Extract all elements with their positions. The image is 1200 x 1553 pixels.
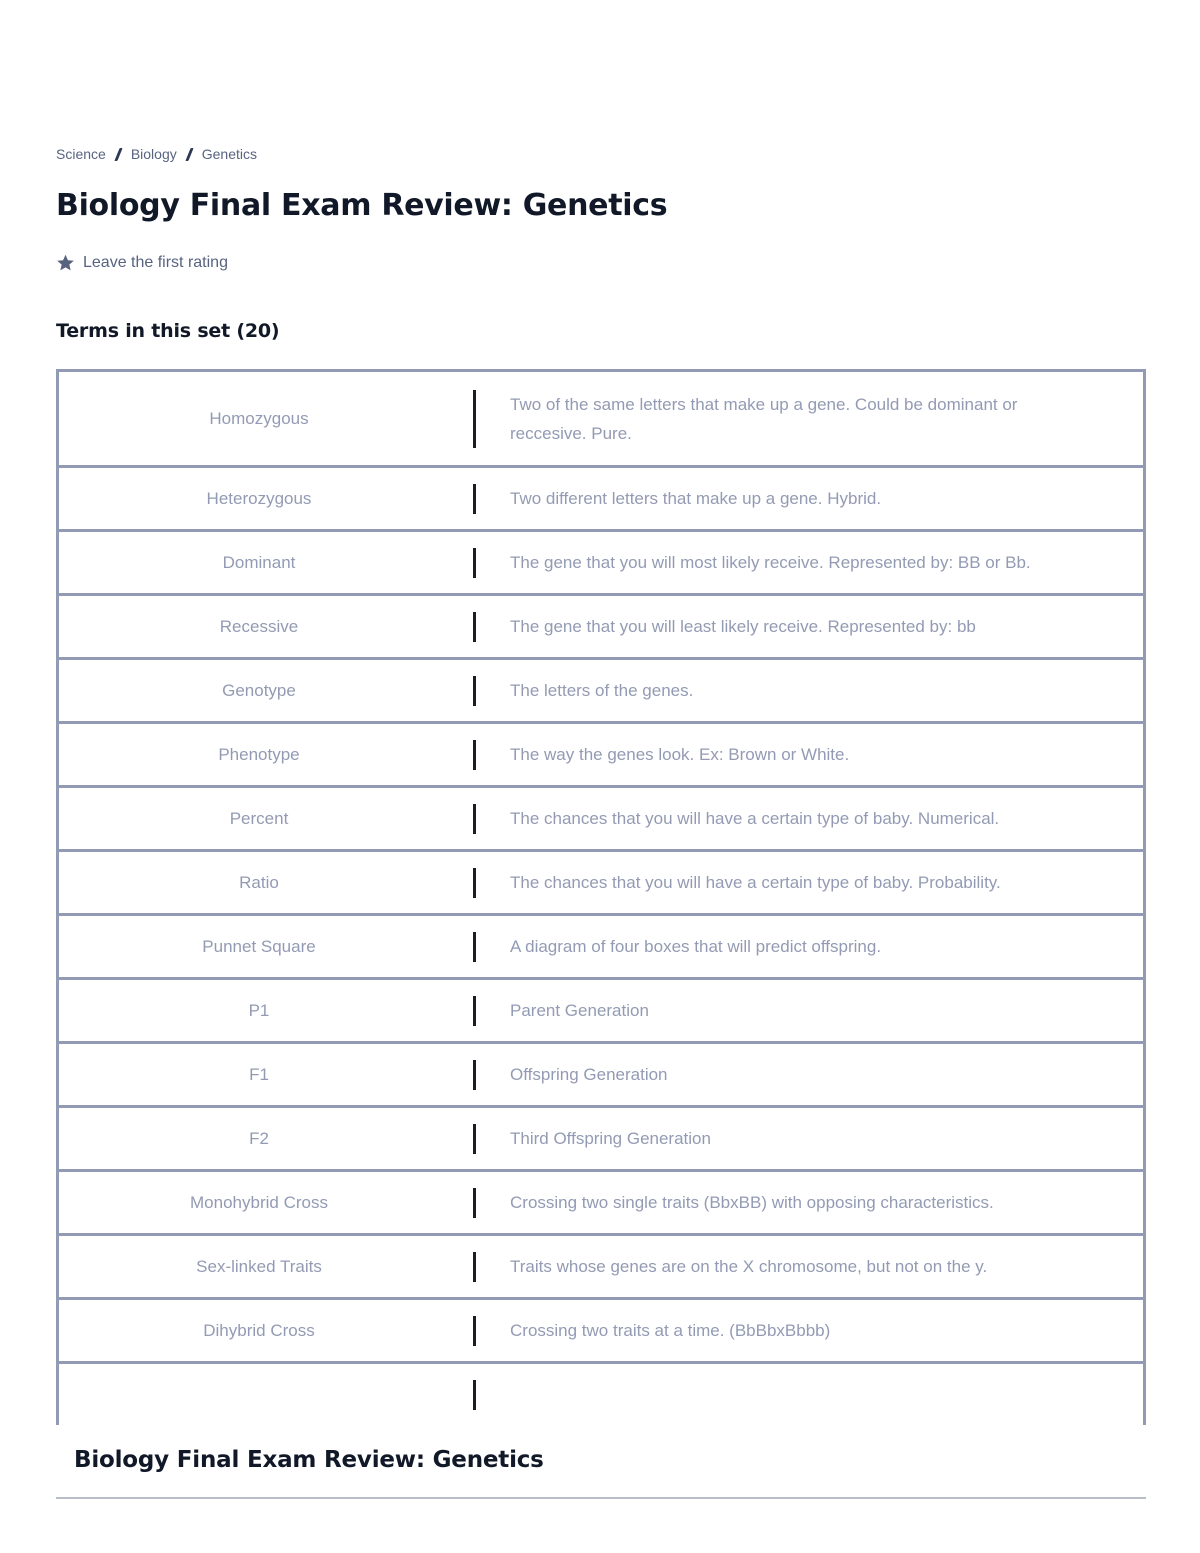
term-row <box>59 468 1143 532</box>
term-word: Ratio <box>239 872 279 892</box>
term-row <box>59 596 1143 660</box>
term-divider <box>473 1316 476 1346</box>
breadcrumb-separator <box>114 148 122 161</box>
term-word: P1 <box>248 1000 270 1020</box>
term-divider <box>473 1188 476 1218</box>
term-divider <box>473 932 476 962</box>
breadcrumb-item-science[interactable]: Science <box>56 146 106 162</box>
term-divider <box>473 996 476 1026</box>
term-divider <box>473 484 476 514</box>
term-definition: Crossing two traits at a time. (BbBbxBbbb) <box>510 1321 831 1340</box>
term-divider <box>473 740 476 770</box>
terms-list <box>56 369 1146 1425</box>
term-row <box>59 1364 1143 1425</box>
term-row <box>59 532 1143 596</box>
term-definition: Third Offspring Generation <box>510 1129 711 1148</box>
term-definition: Two of the same letters that make up a gene. Could be dominant or reccesive. Pure. <box>510 394 1018 443</box>
term-word: Sex-linked Traits <box>196 1256 322 1276</box>
term-divider <box>473 868 476 898</box>
term-divider <box>473 804 476 834</box>
term-word: Percent <box>229 808 289 828</box>
term-definition: Two different letters that make up a gene. Hybrid. <box>510 489 882 508</box>
page-title: Biology Final Exam Review: Genetics <box>56 188 668 223</box>
term-definition: The chances that you will have a certain type of baby. Probability. <box>510 873 1001 892</box>
term-definition: The chances that you will have a certain type of baby. Numerical. <box>510 809 1000 828</box>
term-divider <box>473 548 476 578</box>
breadcrumb-item-biology[interactable]: Biology <box>130 146 177 162</box>
star-icon <box>56 254 75 272</box>
term-definition: The gene that you will most likely receive. Represented by: BB or Bb. <box>510 553 1031 572</box>
term-definition: Crossing two single traits (BbxBB) with opposing characteristics. <box>510 1193 994 1212</box>
rating-link[interactable] <box>56 254 228 272</box>
term-divider <box>473 390 476 448</box>
terms-heading: Terms in this set (20) <box>56 320 280 342</box>
term-divider <box>473 676 476 706</box>
term-divider <box>473 612 476 642</box>
term-row <box>59 372 1143 468</box>
term-row <box>59 724 1143 788</box>
term-row <box>59 1300 1143 1364</box>
term-word: F2 <box>249 1128 269 1148</box>
breadcrumb <box>56 146 257 162</box>
term-word: Phenotype <box>218 744 300 764</box>
term-row <box>59 1044 1143 1108</box>
rating-label: Leave the first rating <box>83 254 228 271</box>
term-definition: The letters of the genes. <box>510 681 694 700</box>
term-divider <box>473 1124 476 1154</box>
term-word: Monohybrid Cross <box>190 1192 328 1212</box>
term-row <box>59 788 1143 852</box>
term-definition: Parent Generation <box>510 1001 649 1020</box>
term-word: Recessive <box>219 616 299 636</box>
term-word: Dihybrid Cross <box>203 1320 315 1340</box>
term-definition <box>510 1387 1143 1403</box>
term-row <box>59 852 1143 916</box>
term-word: Dominant <box>222 552 296 572</box>
term-row <box>59 660 1143 724</box>
term-row <box>59 916 1143 980</box>
term-definition: A diagram of four boxes that will predict offspring. <box>510 937 882 956</box>
footer-divider <box>56 1497 1146 1499</box>
term-divider <box>473 1060 476 1090</box>
term-divider <box>473 1380 476 1410</box>
term-divider <box>473 1252 476 1282</box>
term-word: Heterozygous <box>206 488 312 508</box>
footer-title: Biology Final Exam Review: Genetics <box>74 1447 544 1473</box>
term-definition: The way the genes look. Ex: Brown or White. <box>510 745 850 764</box>
term-word: Homozygous <box>209 408 309 428</box>
term-row <box>59 1108 1143 1172</box>
term-definition: Offspring Generation <box>510 1065 668 1084</box>
term-row <box>59 980 1143 1044</box>
breadcrumb-item-genetics[interactable]: Genetics <box>201 146 257 162</box>
terms-list-viewport <box>56 369 1146 1425</box>
term-word: F1 <box>249 1064 269 1084</box>
term-word: Genotype <box>222 680 296 700</box>
term-definition: The gene that you will least likely receive. Represented by: bb <box>510 617 976 636</box>
term-row <box>59 1172 1143 1236</box>
term-word: Punnet Square <box>202 936 316 956</box>
breadcrumb-separator <box>185 148 193 161</box>
term-row <box>59 1236 1143 1300</box>
term-definition: Traits whose genes are on the X chromosome, but not on the y. <box>510 1257 988 1276</box>
